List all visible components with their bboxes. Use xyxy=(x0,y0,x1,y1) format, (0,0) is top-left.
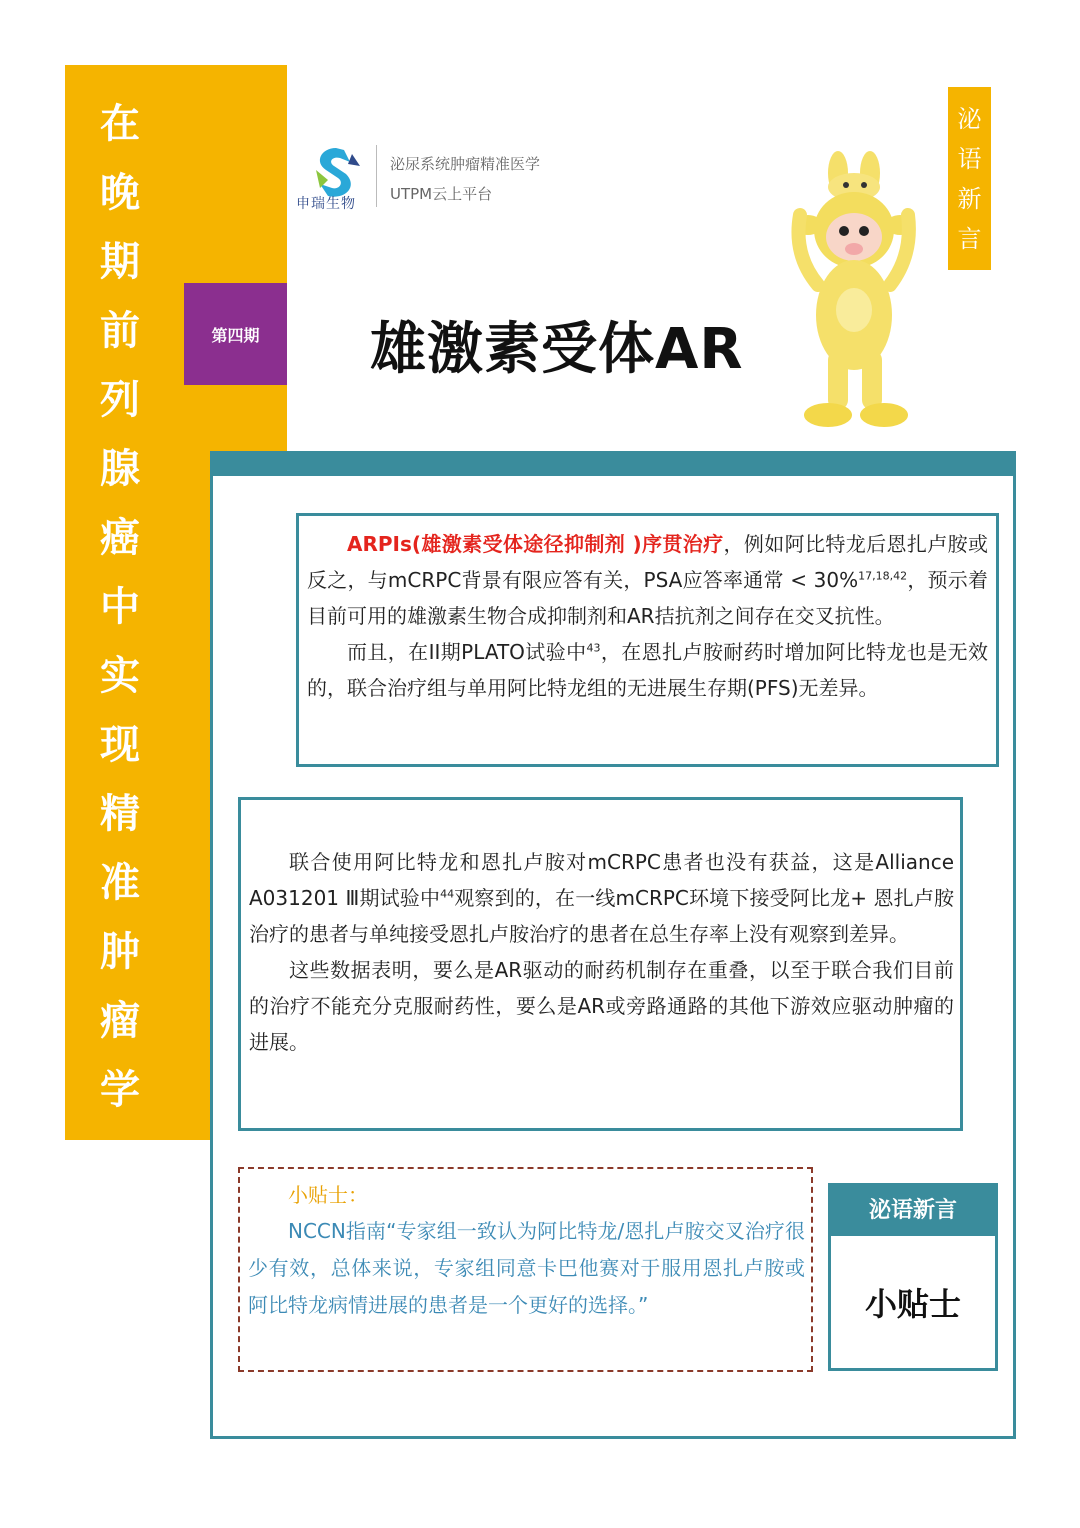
issue-badge: 第四期 xyxy=(184,283,287,385)
title-char: 瘤 xyxy=(100,998,140,1044)
tab-char: 泌 xyxy=(957,104,982,133)
logo-divider xyxy=(376,145,377,207)
text-segment: 联合使用阿比特龙和恩扎卢胺对mCRPC患者也没有获益，这是Alliance A031201 Ⅲ期试验中 xyxy=(249,850,954,910)
company-name: 申瑞生物 xyxy=(296,196,356,212)
tip-text: NCCN指南“专家组一致认为阿比特龙/恩扎卢胺交叉治疗很少有效，总体来说，专家组同意卡巴他赛对于服用恩扎卢胺或阿比特龙病情进展的患者是一个更好的选择。” xyxy=(248,1219,805,1317)
platform-name-line2: UTPM云上平台 xyxy=(390,185,493,203)
citation: 44 xyxy=(440,887,455,901)
title-char: 晚 xyxy=(100,170,140,216)
title-char: 实 xyxy=(100,653,140,699)
paragraph: 这些数据表明，要么是AR驱动的耐药机制存在重叠，以至于联合我们目前的治疗不能充分克服耐药性，要么是AR或旁路通路的其他下游效应驱动肿瘤的进展。 xyxy=(249,958,954,1054)
tip-label: 小贴士： xyxy=(288,1183,368,1207)
text-segment: 而且，在II期PLATO试验中 xyxy=(347,640,587,664)
tab-char: 语 xyxy=(957,144,982,173)
highlight-text: ARPIs(雄激素受体途径抑制剂 )序贯治疗 xyxy=(347,532,724,556)
tab-char: 言 xyxy=(957,224,982,253)
tip-box xyxy=(238,1167,813,1372)
title-char: 列 xyxy=(100,377,140,423)
tab-char: 新 xyxy=(957,184,982,213)
mascot-illustration xyxy=(778,145,928,430)
title-char: 学 xyxy=(100,1067,140,1113)
title-char: 准 xyxy=(100,860,140,906)
title-char: 期 xyxy=(100,239,140,285)
side-card xyxy=(828,1183,998,1373)
content-box-2 xyxy=(238,797,963,1131)
citation: 17,18,42 xyxy=(858,569,908,583)
column-tab xyxy=(948,87,991,270)
text-segment: ，预示着目前可用的雄激素生物合成抑制剂和AR拮抗剂之间存在交叉抗性。 xyxy=(307,568,989,628)
title-char: 肿 xyxy=(100,929,140,975)
title-char: 在 xyxy=(100,101,140,147)
paragraph xyxy=(307,634,988,706)
title-char: 中 xyxy=(100,584,140,630)
vertical-series-title xyxy=(85,90,155,1125)
paragraph xyxy=(307,526,988,634)
title-char: 腺 xyxy=(100,446,140,492)
citation: 43 xyxy=(586,641,601,655)
title-char: 癌 xyxy=(100,515,140,561)
page-title: 雄激素受体AR xyxy=(370,317,744,382)
platform-name-line1: 泌尿系统肿瘤精准医学 xyxy=(390,155,541,173)
paragraph xyxy=(249,844,954,952)
text-segment: ，在恩扎卢胺耐药时增加阿比特龙也是无效的，联合治疗组与单用阿比特龙组的无进展生存期(PFS)无差异。 xyxy=(307,640,989,700)
title-char: 现 xyxy=(100,722,140,768)
side-card-header: 泌语新言 xyxy=(828,1183,998,1233)
text-segment: 观察到的，在一线mCRPC环境下接受阿比龙+ 恩扎卢胺治疗的患者与单纯接受恩扎卢胺治疗的患者在总生存率上没有观察到差异。 xyxy=(249,886,954,946)
title-char: 精 xyxy=(100,791,140,837)
content-box-1 xyxy=(296,513,999,767)
text-segment: ，例如阿比特龙后恩扎卢胺或反之，与mCRPC背景有限应答有关，PSA应答率通常 < 30% xyxy=(307,532,988,592)
side-card-body: 小贴士 xyxy=(828,1233,998,1371)
frame-header-bar xyxy=(213,451,1013,476)
title-char: 前 xyxy=(100,308,140,354)
